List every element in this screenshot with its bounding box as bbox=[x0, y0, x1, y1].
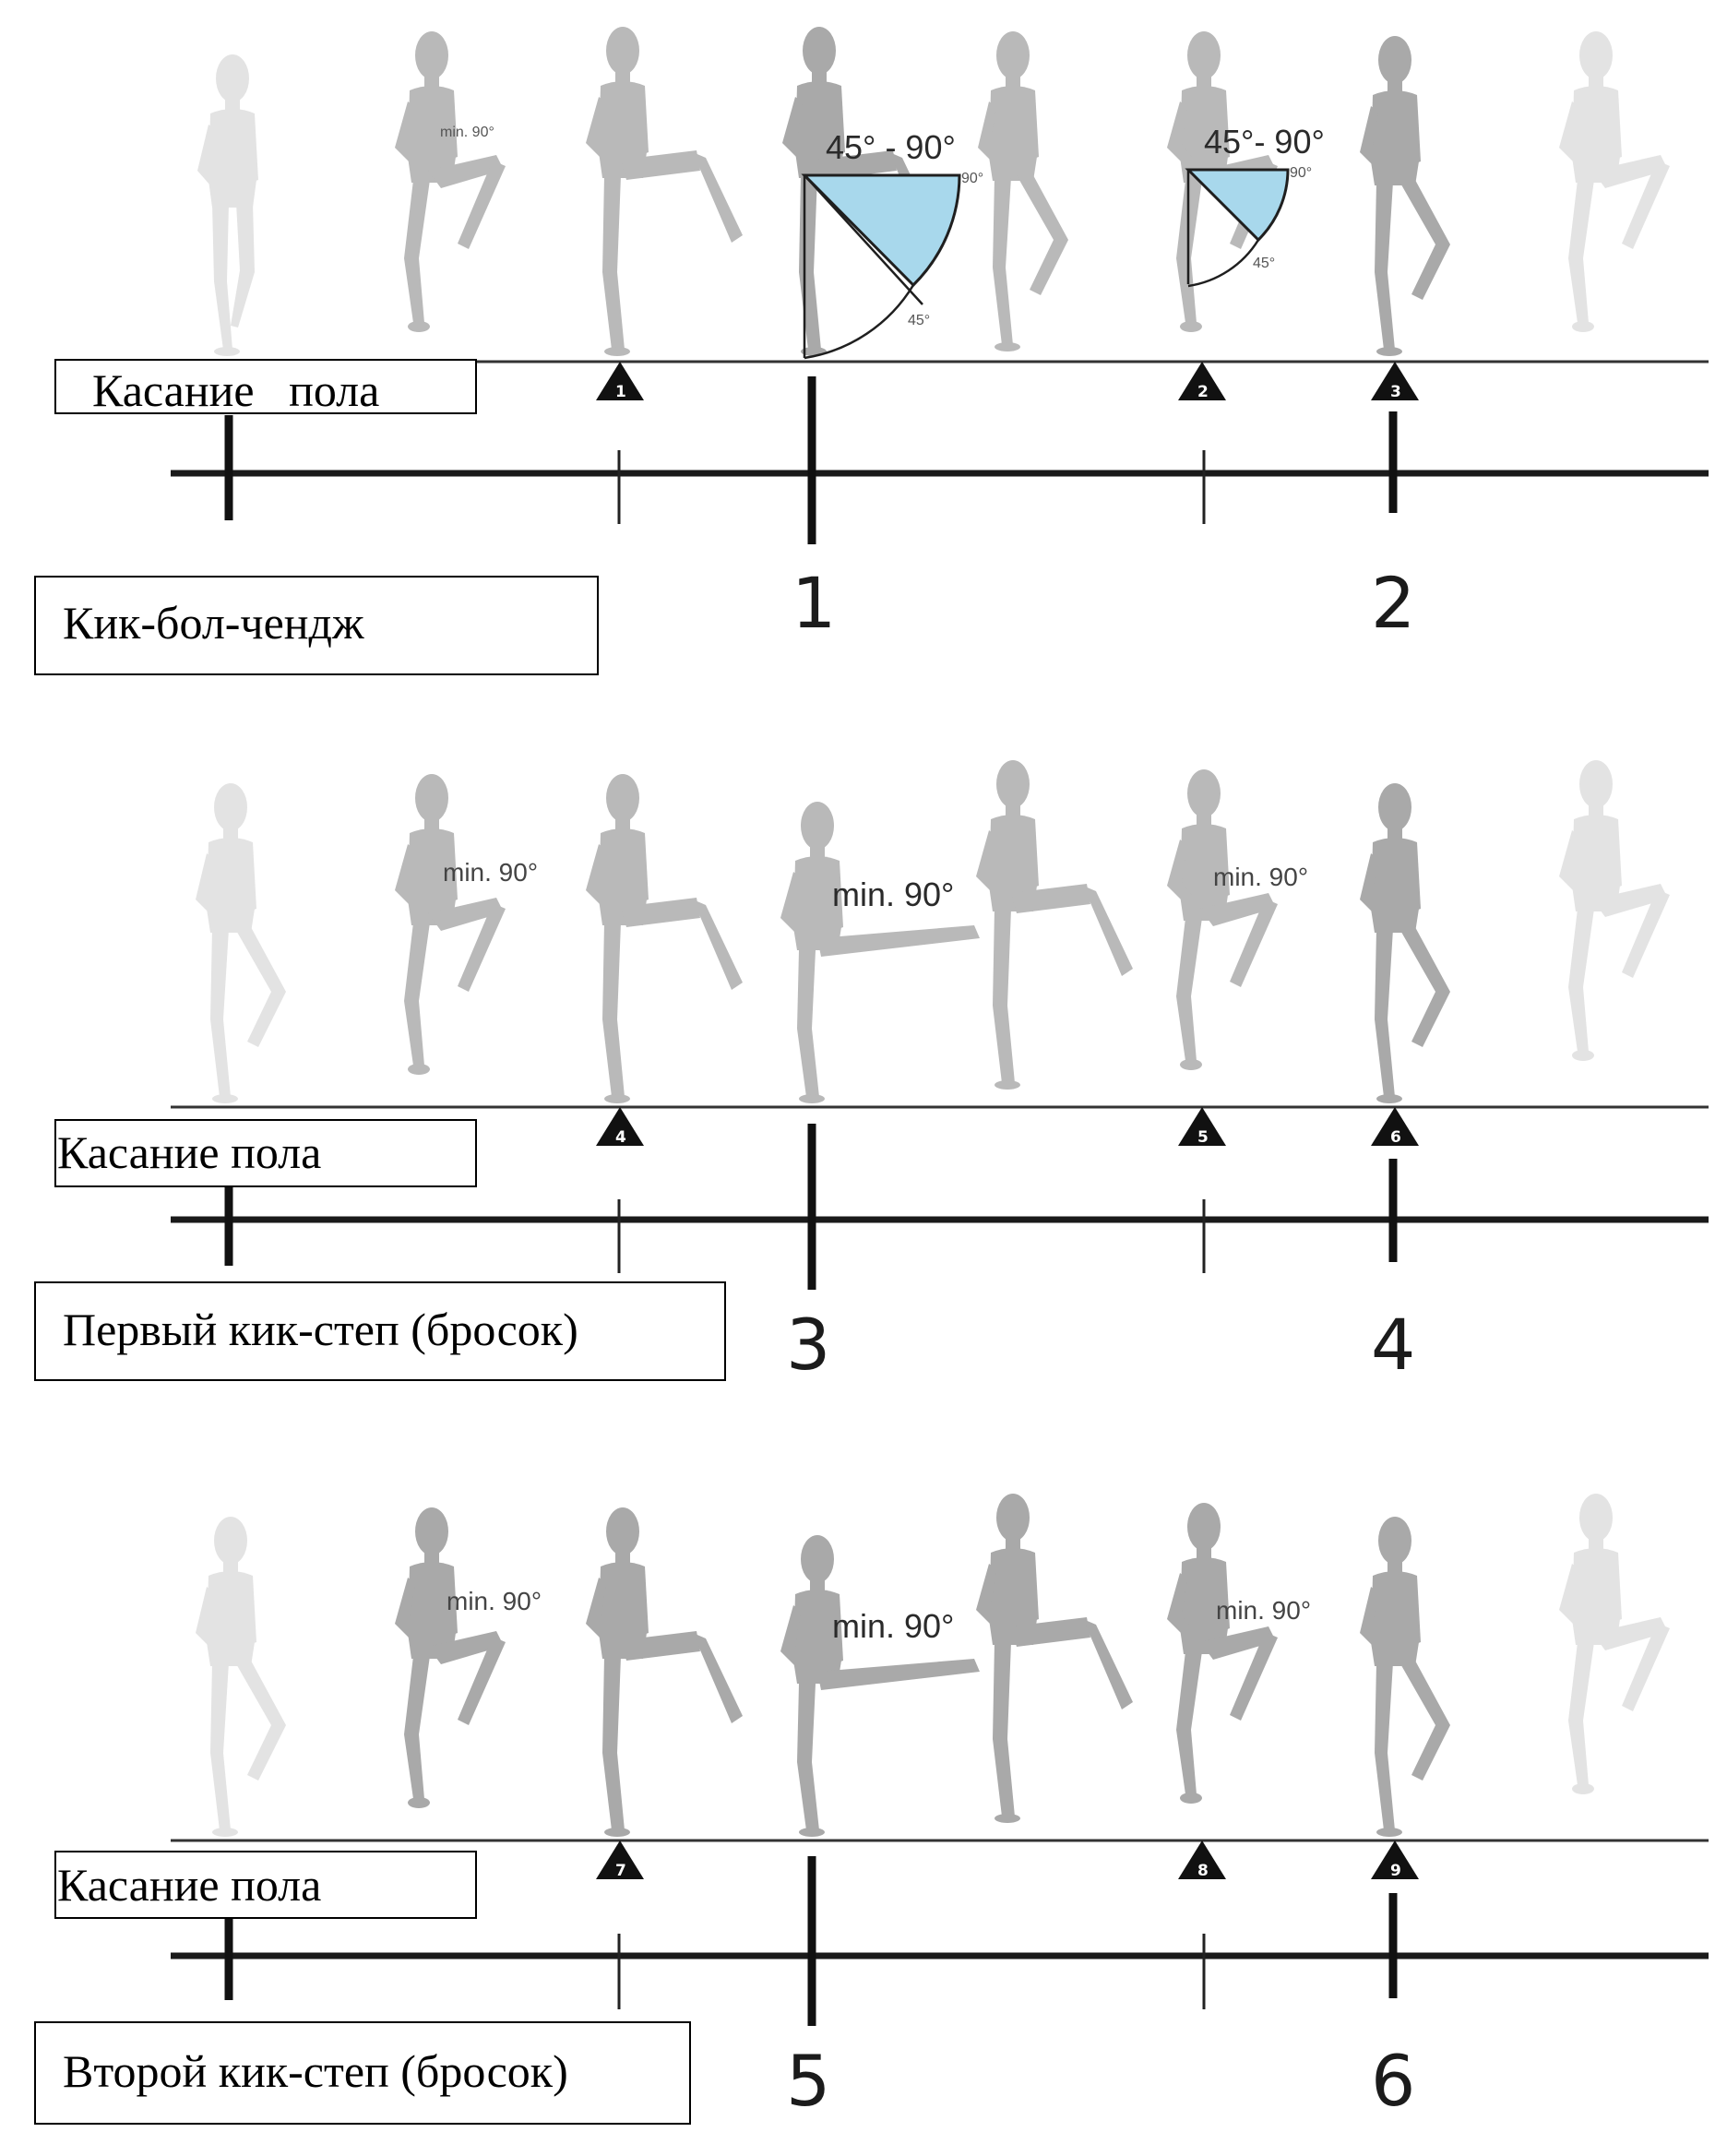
angle-label-p1-c: 45°- 90° bbox=[1204, 123, 1325, 161]
angle-label-p2-a: min. 90° bbox=[443, 858, 539, 887]
marker-4 bbox=[596, 1107, 644, 1147]
svg-text:4: 4 bbox=[615, 1128, 626, 1147]
figure-5-kick bbox=[976, 760, 1133, 1090]
marker-3 bbox=[1371, 362, 1419, 401]
svg-text:7: 7 bbox=[615, 1862, 626, 1880]
panel-second-kick-step bbox=[35, 1494, 1709, 2124]
figure-5-landing bbox=[978, 31, 1068, 351]
svg-text:1: 1 bbox=[615, 383, 626, 401]
step-title-2 bbox=[35, 1282, 725, 1380]
svg-text:2: 2 bbox=[1197, 383, 1209, 401]
angle-label-p1-b: 45° - 90° bbox=[826, 128, 956, 166]
tiny-angle-45-a: 45° bbox=[908, 313, 931, 328]
figure-3-kick bbox=[586, 1507, 743, 1837]
figure-2-knee-up bbox=[395, 31, 506, 332]
figure-row bbox=[196, 1494, 1670, 1837]
marker-8 bbox=[1178, 1840, 1226, 1880]
figure-4-horizontal-kick bbox=[780, 802, 980, 1103]
marker-2 bbox=[1178, 362, 1226, 401]
panel-kick-ball-change bbox=[35, 27, 1709, 674]
angle-sector-small bbox=[1188, 165, 1312, 286]
svg-text:Касание пола: Касание пола bbox=[57, 1859, 322, 1911]
figure-3-kick bbox=[586, 774, 743, 1103]
tiny-angle-90-b: 90° bbox=[1290, 165, 1313, 181]
figure-row bbox=[196, 760, 1670, 1103]
figure-7-landing bbox=[1360, 1517, 1450, 1837]
marker-6 bbox=[1371, 1107, 1419, 1147]
figure-3-kick bbox=[586, 27, 743, 356]
marker-5 bbox=[1178, 1107, 1226, 1147]
floor-touch-label-2 bbox=[55, 1120, 476, 1186]
marker-9 bbox=[1371, 1840, 1419, 1880]
beat-number-6: 6 bbox=[1371, 2040, 1416, 2122]
marker-7 bbox=[596, 1840, 644, 1880]
svg-text:8: 8 bbox=[1197, 1862, 1209, 1880]
figure-4-horizontal-kick bbox=[780, 1535, 980, 1837]
beat-number-2: 2 bbox=[1371, 562, 1416, 644]
floor-touch-label-3 bbox=[55, 1852, 476, 1918]
figure-6-knee-up bbox=[1167, 1503, 1278, 1804]
tiny-angle-45-b: 45° bbox=[1253, 256, 1276, 271]
figure-7-landing bbox=[1360, 36, 1450, 356]
svg-text:9: 9 bbox=[1390, 1862, 1401, 1880]
figure-1-faint bbox=[196, 783, 286, 1103]
beat-number-4: 4 bbox=[1371, 1304, 1416, 1386]
angle-label-p2-b: min. 90° bbox=[832, 876, 955, 913]
svg-text:5: 5 bbox=[1197, 1128, 1209, 1147]
figure-8-faint bbox=[1559, 31, 1670, 332]
floor-touch-label-1 bbox=[55, 360, 476, 416]
figure-1-faint bbox=[196, 1517, 286, 1837]
angle-label-p3-c: min. 90° bbox=[1216, 1596, 1312, 1625]
beat-number-1: 1 bbox=[792, 562, 837, 644]
step-title-1 bbox=[35, 577, 598, 674]
figure-2-knee-up bbox=[395, 774, 506, 1075]
panel-first-kick-step bbox=[35, 760, 1709, 1386]
tiny-angle-90-a: 90° bbox=[961, 171, 984, 186]
figure-5-kick bbox=[976, 1494, 1133, 1823]
figure-2-knee-up bbox=[395, 1507, 506, 1808]
beat-number-5: 5 bbox=[786, 2040, 831, 2122]
beat-number-3: 3 bbox=[786, 1304, 831, 1386]
svg-text:Первый кик-степ (бросок): Первый кик-степ (бросок) bbox=[63, 1304, 578, 1355]
figure-6-knee-up bbox=[1167, 769, 1278, 1070]
figure-8-faint bbox=[1559, 1494, 1670, 1794]
angle-label-p3-b: min. 90° bbox=[832, 1607, 955, 1645]
figure-7-landing bbox=[1360, 783, 1450, 1103]
figure-8-faint bbox=[1559, 760, 1670, 1061]
svg-text:Касание пола: Касание пола bbox=[57, 1126, 322, 1178]
svg-text:Кик-бол-чендж: Кик-бол-чендж bbox=[63, 597, 364, 649]
angle-sector-large bbox=[804, 171, 983, 358]
figure-1-standing bbox=[197, 54, 258, 356]
angle-label-p1-a: min. 90° bbox=[440, 125, 494, 140]
step-title-3 bbox=[35, 2022, 690, 2124]
angle-label-p2-c: min. 90° bbox=[1213, 863, 1309, 891]
angle-label-p3-a: min. 90° bbox=[447, 1587, 542, 1615]
marker-1 bbox=[596, 362, 644, 401]
svg-text:6: 6 bbox=[1390, 1128, 1401, 1147]
svg-text:3: 3 bbox=[1390, 383, 1401, 401]
svg-text:Второй кик-степ (бросок): Второй кик-степ (бросок) bbox=[63, 2045, 568, 2097]
svg-text:Касание пола: Касание пола bbox=[92, 364, 380, 416]
